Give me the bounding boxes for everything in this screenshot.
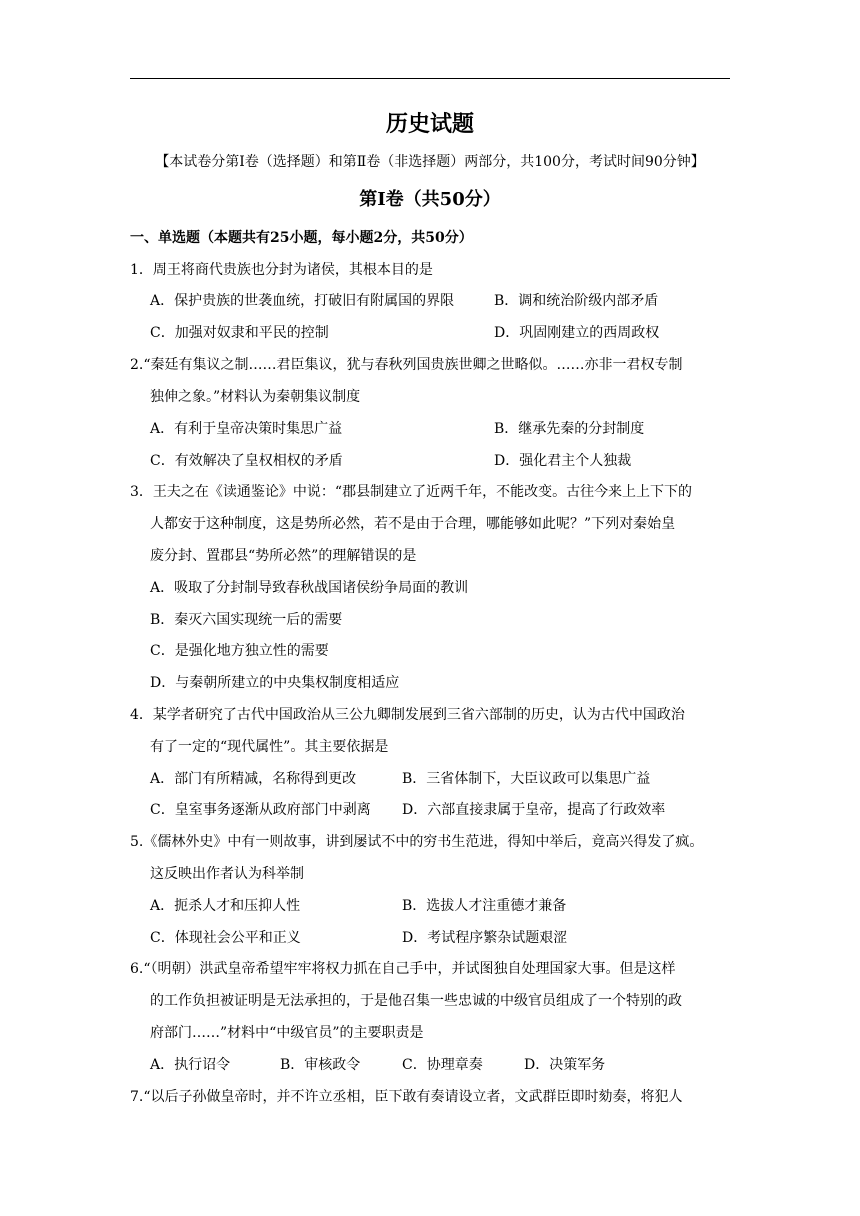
question-4-option-b: B．三省体制下，大臣议政可以集思广益 xyxy=(402,771,651,787)
question-5-option-a: A．扼杀人才和压抑人性 xyxy=(150,898,301,914)
question-4-stem-line-2: 有了一定的“现代属性”。其主要依据是 xyxy=(150,739,389,755)
question-6-option-b: B．审核政令 xyxy=(280,1057,361,1073)
question-3-option-b: B．秦灭六国实现统一后的需要 xyxy=(150,612,343,628)
question-6-stem-line-3: 府部门……”材料中“中级官员”的主要职责是 xyxy=(150,1025,424,1041)
question-2-stem-line-1: 2.“秦廷有集议之制……君臣集议，犹与春秋列国贵族世卿之世略似。……亦非一君权专制 xyxy=(130,357,683,373)
question-2-option-d: D．强化君主个人独裁 xyxy=(494,453,632,469)
question-2-option-c: C．有效解决了皇权相权的矛盾 xyxy=(150,453,343,469)
question-4-option-a: A．部门有所精减，名称得到更改 xyxy=(150,771,357,787)
question-5-option-d: D．考试程序繁杂试题艰涩 xyxy=(402,930,568,946)
part-title: 第Ⅰ卷（共50分） xyxy=(359,189,501,210)
question-6-stem-line-2: 的工作负担被证明是无法承担的，于是他召集一些忠诚的中级官员组成了一个特别的政 xyxy=(150,993,682,1009)
question-2-stem-line-2: 独伸之象。”材料认为秦朝集议制度 xyxy=(150,389,361,405)
question-6-option-a: A．执行诏令 xyxy=(150,1057,231,1073)
question-6-option-d: D．决策军务 xyxy=(524,1057,606,1073)
question-2-option-b: B．继承先秦的分封制度 xyxy=(494,421,645,437)
question-6-option-c: C．协理章奏 xyxy=(402,1057,483,1073)
question-3-option-c: C．是强化地方独立性的需要 xyxy=(150,643,329,659)
question-5-option-c: C．体现社会公平和正义 xyxy=(150,930,301,946)
question-6-stem-line-1: 6.“（明朝）洪武皇帝希望牢牢将权力抓在自己手中，并试图独自处理国家大事。但是这样 xyxy=(130,961,676,977)
exam-title: 历史试题 xyxy=(385,112,474,137)
question-4-stem-line-1: 4．某学者研究了古代中国政治从三公九卿制发展到三省六部制的历史，认为古代中国政治 xyxy=(130,707,685,723)
question-1-option-d: D．巩固刚建立的西周政权 xyxy=(494,325,660,341)
question-3-option-a: A．吸取了分封制导致春秋战国诸侯纷争局面的教训 xyxy=(150,580,469,596)
question-1-stem: 1．周王将商代贵族也分封为诸侯，其根本目的是 xyxy=(130,262,433,278)
question-5-option-b: B．选拔人才注重德才兼备 xyxy=(402,898,567,914)
question-5-stem-line-1: 5.《儒林外史》中有一则故事，讲到屡试不中的穷书生范进，得知中举后，竟高兴得发了疯。 xyxy=(130,834,704,850)
question-3-stem-line-2: 人都安于这种制度，这是势所必然，若不是由于合理，哪能够如此呢？”下列对秦始皇 xyxy=(150,516,676,532)
question-1-option-c: C．加强对奴隶和平民的控制 xyxy=(150,325,329,341)
question-4-option-d: D．六部直接隶属于皇帝，提高了行政效率 xyxy=(402,802,666,818)
question-3-stem-line-3: 废分封、置郡县“势所必然”的理解错误的是 xyxy=(150,548,417,564)
question-5-stem-line-2: 这反映出作者认为科举制 xyxy=(150,866,304,882)
question-3-option-d: D．与秦朝所建立的中央集权制度相适应 xyxy=(150,675,400,691)
question-4-option-c: C．皇室事务逐渐从政府部门中剥离 xyxy=(150,802,371,818)
header-rule xyxy=(130,78,730,79)
question-2-option-a: A．有利于皇帝决策时集思广益 xyxy=(150,421,343,437)
section-title: 一、单选题（本题共有25小题，每小题2分，共50分） xyxy=(130,230,473,246)
exam-note: 【本试卷分第Ⅰ卷（选择题）和第Ⅱ卷（非选择题）两部分，共100分，考试时间90分钟】 xyxy=(155,154,705,170)
question-3-stem-line-1: 3．王夫之在《读通鉴论》中说：“郡县制建立了近两千年，不能改变。古往今来上上下下的 xyxy=(130,484,693,500)
question-7-stem-line-1: 7.“以后子孙做皇帝时，并不许立丞相，臣下敢有奏请设立者，文武群臣即时劾奏，将犯人 xyxy=(130,1089,683,1105)
question-1-option-b: B．调和统治阶级内部矛盾 xyxy=(494,293,659,309)
question-1-option-a: A．保护贵族的世袭血统，打破旧有附属国的界限 xyxy=(150,293,455,309)
